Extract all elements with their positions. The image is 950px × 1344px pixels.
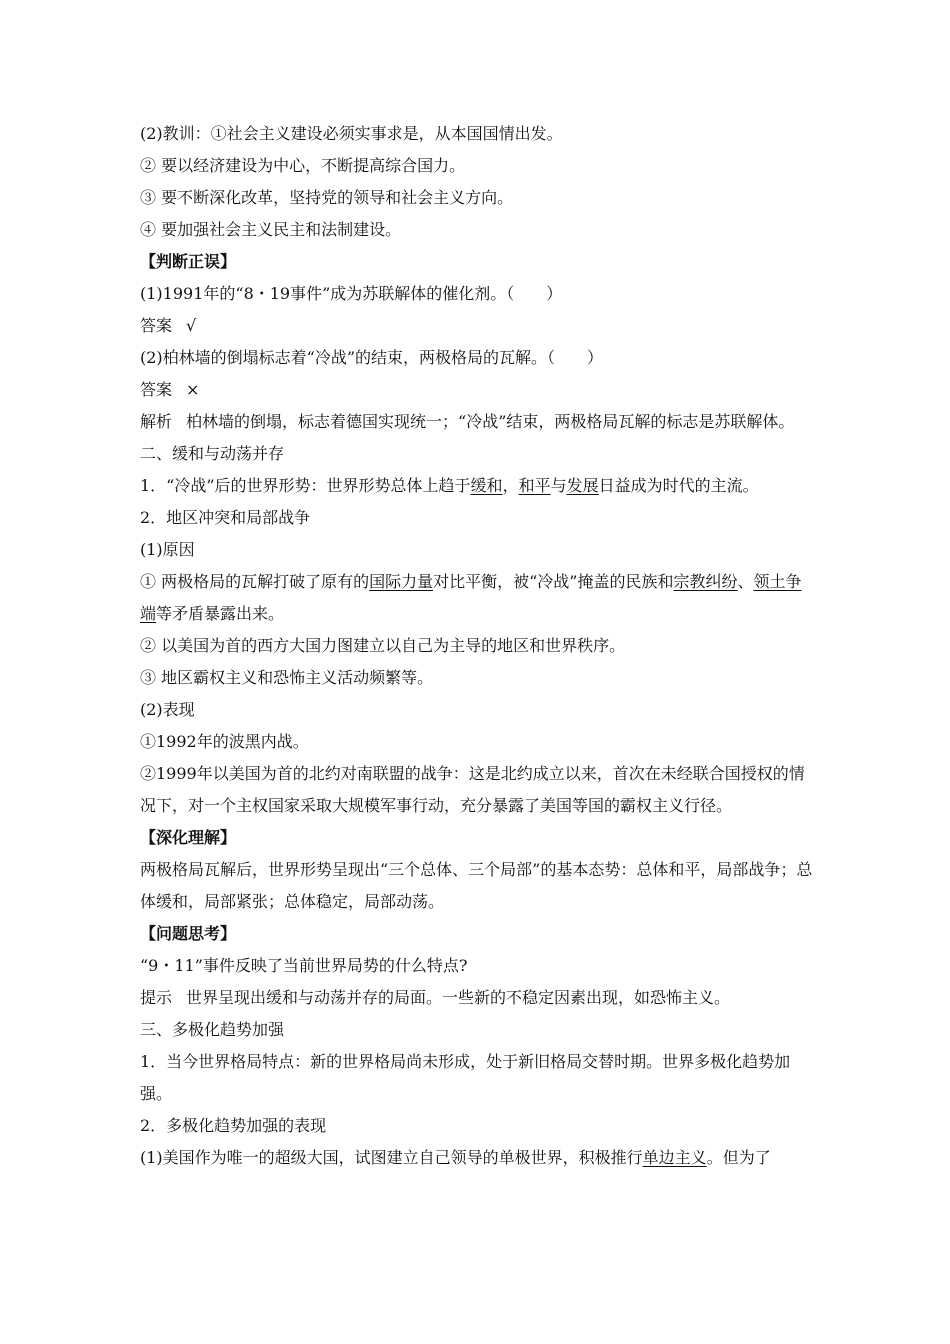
lesson-line-3: ③ 要不断深化改革，坚持党的领导和社会主义方向。 xyxy=(140,188,514,207)
answer-label: 答案 xyxy=(140,380,173,399)
section-3-title: 三、多极化趋势加强 xyxy=(140,1020,285,1039)
lesson-line-2: ② 要以经济建设为中心，不断提高综合国力。 xyxy=(140,156,466,175)
text-span: 与 xyxy=(550,476,567,495)
text-span: 1．“冷战”后的世界形势：世界形势总体上趋于 xyxy=(140,476,471,495)
document-page xyxy=(140,118,815,1174)
text-span: 等矛盾暴露出来。 xyxy=(156,604,285,623)
answer-label: 答案 xyxy=(140,316,173,335)
think-question: “9・11”事件反映了当前世界局势的什么特点? xyxy=(140,956,468,975)
keyword: 和平 xyxy=(518,476,551,495)
answer-value: × xyxy=(186,380,200,399)
hint-text: 世界呈现出缓和与动荡并存的局面。一些新的不稳定因素出现，如恐怖主义。 xyxy=(186,988,731,1007)
section-3-point-3 xyxy=(140,1142,815,1174)
keyword: 宗教纠纷 xyxy=(673,572,738,591)
explanation-text: 柏林墙的倒塌，标志着德国实现统一；“冷战”结束，两极格局瓦解的标志是苏联解体。 xyxy=(186,412,795,431)
judge-answer-2 xyxy=(140,374,815,406)
think-hint xyxy=(140,982,815,1014)
section-2-point-1 xyxy=(140,470,815,502)
keyword: 发展 xyxy=(566,476,599,495)
think-heading: 【问题思考】 xyxy=(140,924,237,943)
text-span: ① 两极格局的瓦解打破了原有的 xyxy=(140,572,370,591)
lesson-line-1: (2)教训：①社会主义建设必须实事求是，从本国国情出发。 xyxy=(140,124,563,143)
reason-1 xyxy=(140,566,815,630)
show-2: ②1999年以美国为首的北约对南联盟的战争：这是北约成立以来，首次在未经联合国授权的情况下，对一个主权国家采取大规模军事行动，充分暴露了美国等国的霸权主义行径。 xyxy=(140,764,805,815)
section-2-point-2: 2．地区冲突和局部战争 xyxy=(140,508,311,527)
keyword: 领土争端 xyxy=(140,572,802,623)
judge-question-1: (1)1991年的“8・19事件”成为苏联解体的催化剂。（ ） xyxy=(140,284,563,303)
judge-heading: 【判断正误】 xyxy=(140,252,237,271)
lesson-line-4: ④ 要加强社会主义民主和法制建设。 xyxy=(140,220,402,239)
deep-text: 两极格局瓦解后，世界形势呈现出“三个总体、三个局部”的基本态势：总体和平，局部战争；总体缓和，局部紧张；总体稳定，局部动荡。 xyxy=(140,860,813,911)
answer-value: √ xyxy=(186,316,197,335)
reason-2: ② 以美国为首的西方大国力图建立以自己为主导的地区和世界秩序。 xyxy=(140,636,626,655)
judge-question-2: (2)柏林墙的倒塌标志着“冷战”的结束，两极格局的瓦解。（ ） xyxy=(140,348,604,367)
text-span: 日益成为时代的主流。 xyxy=(598,476,759,495)
keyword: 单边主义 xyxy=(642,1148,707,1167)
text-span: 、 xyxy=(737,572,754,591)
text-span: (1)美国作为唯一的超级大国，试图建立自己领导的单极世界，积极推行 xyxy=(140,1148,643,1167)
reason-heading: (1)原因 xyxy=(140,540,195,559)
hint-label: 提示 xyxy=(140,988,173,1007)
section-3-point-1: 1．当今世界格局特点：新的世界格局尚未形成，处于新旧格局交替时期。世界多极化趋势加强。 xyxy=(140,1052,791,1103)
text-span: 。但为了 xyxy=(706,1148,771,1167)
show-1: ①1992年的波黑内战。 xyxy=(140,732,309,751)
section-3-point-2: 2．多极化趋势加强的表现 xyxy=(140,1116,327,1135)
text-span: ， xyxy=(502,476,519,495)
section-2-title: 二、缓和与动荡并存 xyxy=(140,444,285,463)
keyword: 国际力量 xyxy=(369,572,434,591)
judge-explanation xyxy=(140,406,815,438)
keyword: 缓和 xyxy=(470,476,503,495)
explanation-label: 解析 xyxy=(140,412,173,431)
judge-answer-1 xyxy=(140,310,815,342)
reason-3: ③ 地区霸权主义和恐怖主义活动频繁等。 xyxy=(140,668,434,687)
deep-heading: 【深化理解】 xyxy=(140,828,237,847)
text-span: 对比平衡，被“冷战”掩盖的民族和 xyxy=(433,572,674,591)
show-heading: (2)表现 xyxy=(140,700,195,719)
